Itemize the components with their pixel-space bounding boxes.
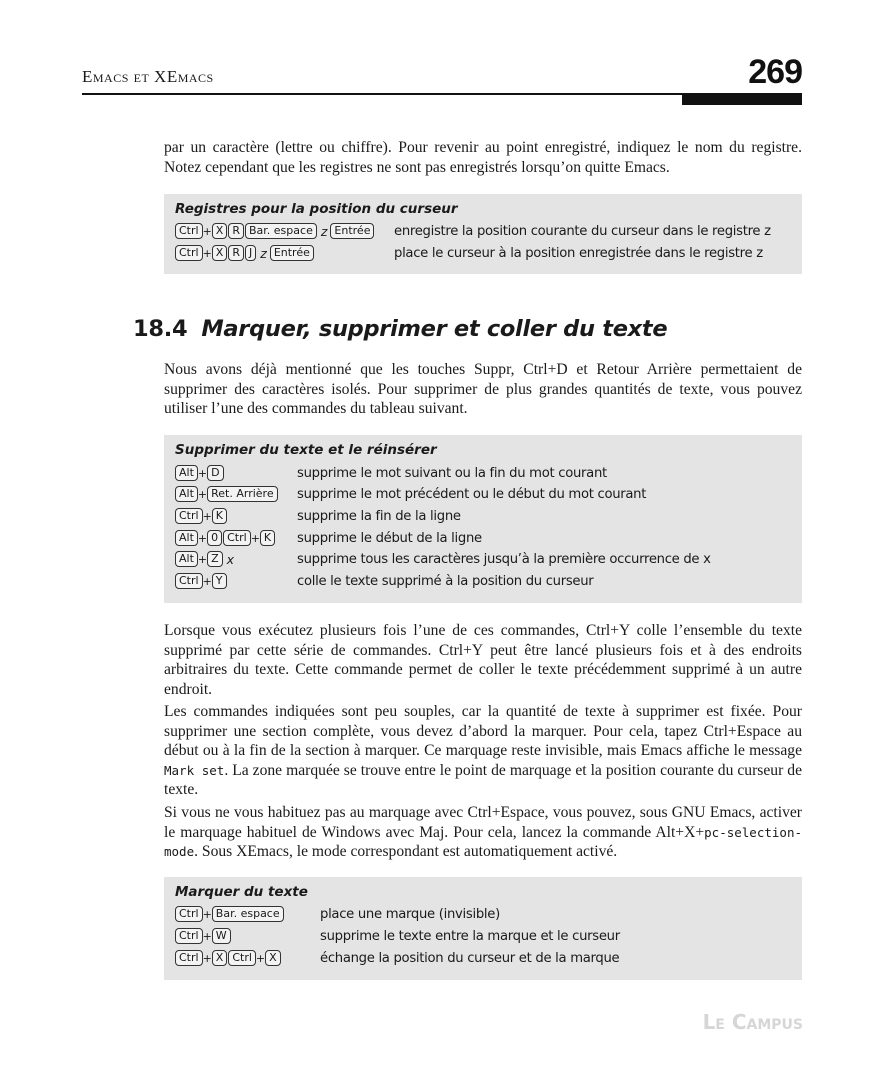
paragraph-text: Les commandes indiquées sont peu souples, car la quantité de texte à supprimer est fixée. Pour supprimer une section complète, vous devez d’abord la marquer. Pour cela, tapez Ctrl+Espace au début ou à la fin de la section à marquer. Ce marquage reste invisible, mais Emacs affiche le message bbox=[164, 703, 802, 760]
plus-sign: + bbox=[197, 487, 208, 501]
key-ctrl: Ctrl bbox=[175, 906, 203, 922]
key-j: J bbox=[245, 245, 256, 261]
key-k: K bbox=[212, 508, 227, 524]
key-alt: Alt bbox=[175, 551, 198, 567]
paragraph: Lorsque vous exécutez plusieurs fois l’une de ces commandes, Ctrl+Y colle l’ensemble du texte supprimé par cette série de commandes. Ctrl+Y peut être lancé plusieurs fois et à des endroits arbitraires du texte. Cette commande permet de coller le texte précédemment supprimé à un autre endroit. bbox=[164, 622, 802, 698]
plus-sign: + bbox=[202, 929, 212, 943]
plus-sign: + bbox=[202, 224, 212, 238]
shortcut-row bbox=[175, 465, 795, 485]
shortcut-description: supprime tous les caractères jusqu’à la première occurrence de x bbox=[297, 552, 711, 567]
inline-code: Mark set bbox=[164, 762, 225, 778]
shortcut-description: place une marque (invisible) bbox=[320, 907, 500, 922]
key-combo bbox=[175, 950, 282, 966]
section-title: Marquer, supprimer et coller du texte bbox=[201, 316, 668, 342]
shortcut-row bbox=[175, 486, 795, 506]
variable-z: z bbox=[260, 245, 267, 261]
plus-sign: + bbox=[202, 574, 212, 588]
key-alt: Alt bbox=[175, 465, 198, 481]
key-x: X bbox=[265, 950, 281, 966]
key-ctrl: Ctrl bbox=[175, 573, 203, 589]
section-number: 18.4 bbox=[133, 316, 188, 342]
shortcut-description: supprime le mot suivant ou la fin du mot courant bbox=[297, 466, 607, 481]
key-ctrl: Ctrl bbox=[228, 950, 256, 966]
plus-sign: + bbox=[202, 951, 212, 965]
paragraph: Nous avons déjà mentionné que les touches Suppr, Ctrl+D et Retour Arrière permettaient de supprimer des caractères isolés. Pour supprimer de plus grandes quantités de texte, vous pouvez utiliser l’une des commandes du tableau suivant. bbox=[164, 361, 802, 418]
shortcut-row bbox=[175, 530, 795, 550]
shortcut-description: colle le texte supprimé à la position du curseur bbox=[297, 574, 594, 589]
key-alt: Alt bbox=[175, 486, 198, 502]
shortcut-row bbox=[175, 906, 795, 926]
key-combo bbox=[175, 223, 375, 239]
shortcut-row bbox=[175, 223, 795, 243]
key-ctrl: Ctrl bbox=[175, 223, 203, 239]
box-title: Marquer du texte bbox=[175, 884, 308, 900]
key-z: Z bbox=[207, 551, 223, 567]
key-0: 0 bbox=[207, 530, 222, 546]
shortcut-box-delete bbox=[164, 435, 802, 603]
page-header bbox=[82, 55, 802, 95]
key-ctrl: Ctrl bbox=[175, 245, 203, 261]
shortcut-box-registers bbox=[164, 194, 802, 274]
header-bar bbox=[682, 95, 802, 105]
shortcut-row bbox=[175, 551, 795, 571]
running-head: Emacs et XEmacs bbox=[82, 67, 214, 86]
paragraph bbox=[164, 702, 802, 800]
key-combo bbox=[175, 573, 228, 589]
key-k: K bbox=[260, 530, 275, 546]
key-ctrl: Ctrl bbox=[175, 928, 203, 944]
paragraph-text: . La zone marquée se trouve entre le point de marquage et la position courante du curseur de texte. bbox=[164, 761, 802, 799]
plus-sign: + bbox=[202, 246, 212, 260]
shortcut-description: enregistre la position courante du curseur dans le registre z bbox=[394, 224, 771, 239]
key-combo bbox=[175, 928, 232, 944]
key-combo bbox=[175, 551, 237, 567]
box-title: Registres pour la position du curseur bbox=[175, 201, 458, 217]
key-backspace: Ret. Arrière bbox=[207, 486, 277, 502]
key-ctrl: Ctrl bbox=[175, 950, 203, 966]
shortcut-row bbox=[175, 950, 795, 970]
shortcut-row bbox=[175, 573, 795, 593]
key-combo bbox=[175, 245, 315, 261]
key-space: Bar. espace bbox=[212, 906, 284, 922]
key-ctrl: Ctrl bbox=[223, 530, 251, 546]
paragraph-text: . Sous XEmacs, le mode correspondant est automatiquement activé. bbox=[194, 843, 618, 861]
shortcut-description: échange la position du curseur et de la marque bbox=[320, 951, 620, 966]
shortcut-box-mark bbox=[164, 877, 802, 980]
key-w: W bbox=[212, 928, 231, 944]
key-space: Bar. espace bbox=[245, 223, 317, 239]
key-combo bbox=[175, 486, 279, 502]
key-enter: Entrée bbox=[330, 223, 374, 239]
plus-sign: + bbox=[202, 509, 212, 523]
plus-sign: + bbox=[255, 951, 266, 965]
key-combo bbox=[175, 530, 276, 546]
key-combo bbox=[175, 465, 225, 481]
shortcut-description: supprime le mot précédent ou le début du mot courant bbox=[297, 487, 647, 502]
plus-sign: + bbox=[197, 552, 208, 566]
key-r: R bbox=[228, 245, 244, 261]
key-r: R bbox=[228, 223, 244, 239]
section-heading bbox=[133, 316, 667, 342]
plus-sign: + bbox=[197, 466, 208, 480]
shortcut-row bbox=[175, 928, 795, 948]
paragraph-text: Si vous ne vous habituez pas au marquage avec Ctrl+Espace, vous pouvez, sous GNU Emacs, activer le marquage habituel de Windows avec Maj. Pour cela, lancez la commande Alt+X+ bbox=[164, 804, 802, 841]
key-x: X bbox=[212, 223, 228, 239]
page-number: 269 bbox=[748, 53, 802, 91]
key-x: X bbox=[212, 950, 228, 966]
plus-sign: + bbox=[202, 907, 212, 921]
shortcut-row bbox=[175, 245, 795, 265]
shortcut-description: supprime le début de la ligne bbox=[297, 531, 482, 546]
key-d: D bbox=[207, 465, 223, 481]
box-title: Supprimer du texte et le réinsérer bbox=[175, 442, 437, 458]
paragraph: par un caractère (lettre ou chiffre). Pour revenir au point enregistré, indiquez le nom du registre. Notez cependant que les registres ne sont pas enregistrés lorsqu’on quitte Emacs. bbox=[164, 139, 802, 176]
shortcut-row bbox=[175, 508, 795, 528]
plus-sign: + bbox=[250, 531, 260, 545]
shortcut-description: supprime la fin de la ligne bbox=[297, 509, 461, 524]
key-y: Y bbox=[212, 573, 227, 589]
publisher-logo: Le Campus bbox=[702, 1010, 803, 1034]
plus-sign: + bbox=[197, 531, 208, 545]
shortcut-description: supprime le texte entre la marque et le curseur bbox=[320, 929, 620, 944]
inline-code: pc-selection-mode bbox=[164, 824, 802, 860]
key-alt: Alt bbox=[175, 530, 198, 546]
key-combo bbox=[175, 906, 285, 922]
variable-z: z bbox=[320, 223, 328, 239]
shortcut-description: place le curseur à la position enregistrée dans le registre z bbox=[394, 246, 763, 261]
key-combo bbox=[175, 508, 228, 524]
key-enter: Entrée bbox=[270, 245, 314, 261]
key-ctrl: Ctrl bbox=[175, 508, 203, 524]
variable-x: x bbox=[226, 551, 235, 567]
paragraph bbox=[164, 803, 802, 862]
key-x: X bbox=[212, 245, 228, 261]
